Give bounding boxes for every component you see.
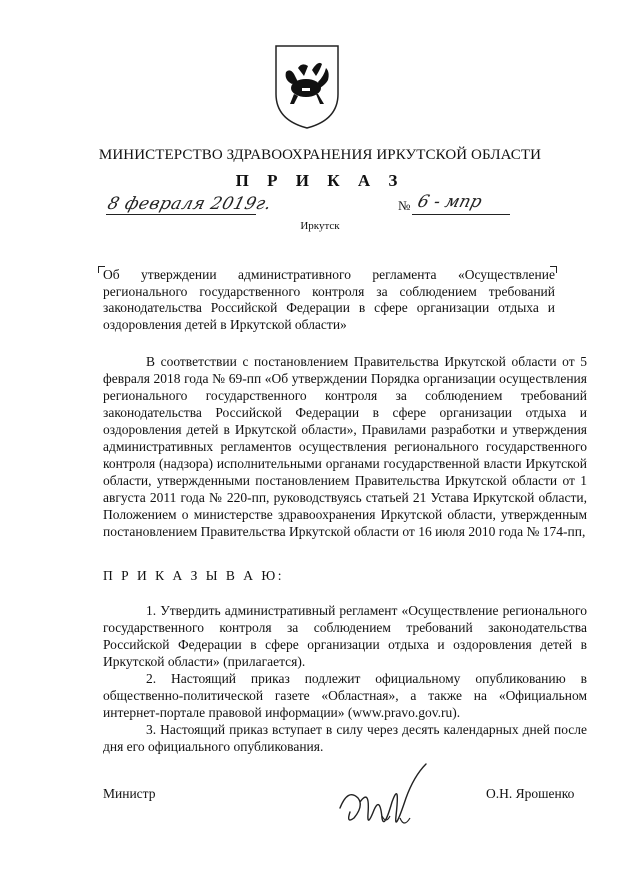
order-date: 8 февраля 2019г.	[105, 194, 274, 214]
decree-heading: П Р И К А З Ы В А Ю:	[103, 568, 285, 583]
order-item: 3. Настоящий приказ вступает в силу через десять календарных дней после дня его официального опубликования.	[103, 722, 587, 754]
date-underline	[106, 214, 256, 215]
city-name: Иркутск	[300, 220, 340, 232]
signature-image	[330, 758, 450, 848]
order-title: П Р И К А З	[235, 171, 405, 190]
order-items	[103, 602, 587, 755]
number-underline	[412, 214, 510, 215]
order-subject: Об утверждении административного регламента «Осуществление регионального государственного контроля за соблюдением требований законодательства Российской Федерации в сфере организации отдыха и оздоровления детей в Иркутской области»	[103, 267, 555, 332]
preamble-paragraph: В соответствии с постановлением Правительства Иркутской области от 5 февраля 2018 года № 69-пп «Об утверждении Порядка организации осуществления регионального государственного контроля за соблюдением требований законодательства Российской Федерации в сфере организации отдыха и оздоровления детей в Иркутской области», Правилами разработки и утверждения административных регламентов осуществления регионального государственного контроля (надзора) исполнительными органами государственной власти Иркутской области, утвержденными постановлением Правительства Иркутской области от 1 августа 2011 года № 220-пп, руководствуясь статьей 21 Устава Иркутской области, Положением о министерстве здравоохранения Иркутской области, утвержденным постановлением Правительства Иркутской области от 16 июля 2010 года № 174-пп,	[103, 354, 587, 539]
number-label: №	[398, 198, 411, 213]
signatory-position: Министр	[103, 786, 156, 801]
signatory-name: О.Н. Ярошенко	[486, 786, 575, 801]
ministry-name: МИНИСТЕРСТВО ЗДРАВООХРАНЕНИЯ ИРКУТСКОЙ ОБЛАСТИ	[98, 147, 542, 163]
coat-of-arms-icon	[272, 42, 342, 130]
order-number: 6 - мпр	[415, 192, 484, 212]
order-item: 1. Утвердить административный регламент «Осуществление регионального государственного контроля за соблюдением требований законодательства Российской Федерации в сфере организации отдыха и оздоровления детей в Иркутской области» (прилагается).	[103, 603, 587, 669]
order-item: 2. Настоящий приказ подлежит официальному опубликованию в общественно-политической газете «Областная», а также на «Официальном интернет-портале правовой информации» (www.pravo.gov.ru).	[103, 671, 587, 720]
